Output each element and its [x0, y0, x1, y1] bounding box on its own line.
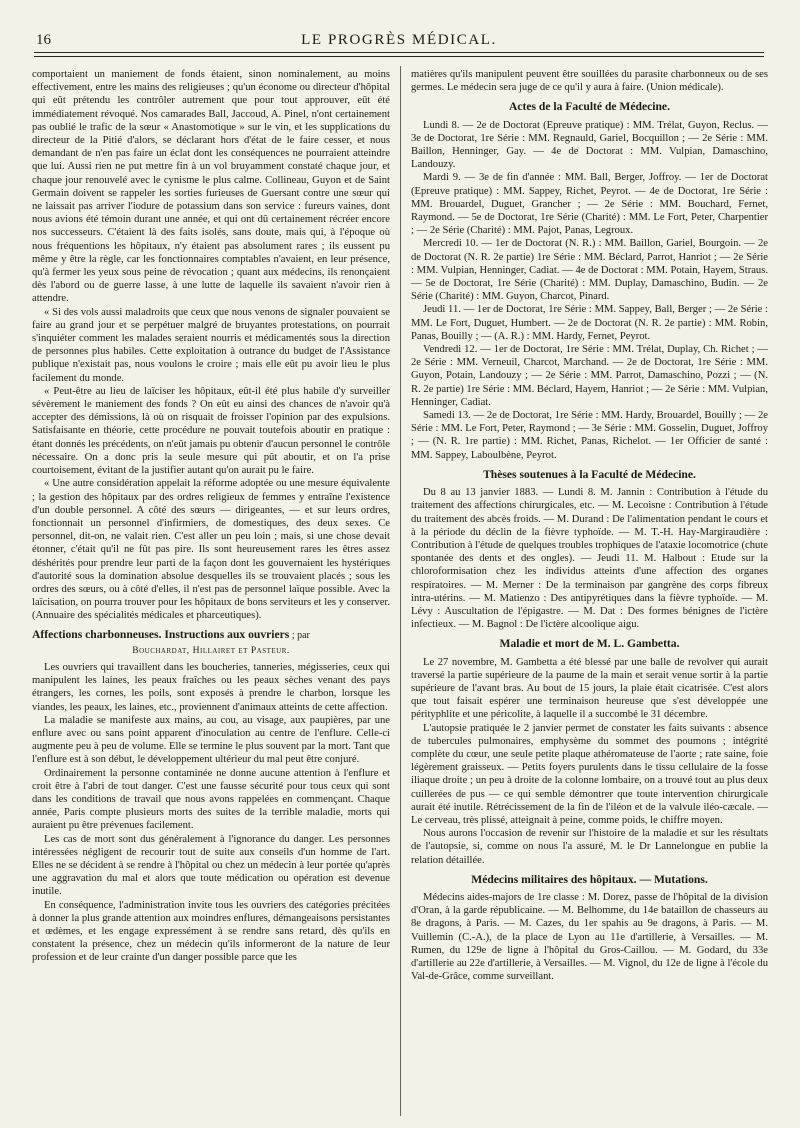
- paragraph: En conséquence, l'administration invite tous les ouvriers des catégories précitées à donner la plus grande attention aux moindres enflures, démangeaisons persistantes et œdèmes, et les engage expressément à se rendre sans retard, dès qu'ils en constatent la présence, chez un médecin qu'ils informeront de la nature de leur profession et de leur crainte d'un danger possible parce que les: [32, 899, 390, 964]
- paragraph: Le 27 novembre, M. Gambetta a été blessé par une balle de revolver qui aurait traversé la partie supérieure de la paume de la main et serait venue sortir à la partie supérieure de l'avant bras. Au bout de 15 jours, la plaie était cicatrisée. C'est alors que tout faisait espérer une terminaison heureuse que s'est développée une pérityphlite et une péricolite, à laquelle il a succombé le 31 décembre.: [411, 656, 768, 721]
- section-heading: [32, 628, 390, 642]
- section-heading: Médecins militaires des hôpitaux. — Mutations.: [471, 872, 708, 886]
- column-divider: [400, 66, 401, 1116]
- paragraph: matières qu'ils manipulent peuvent être souillées du parasite charbonneux ou de ses germes. Le médecin sera juge de ce qu'il y aura à faire. (Union médicale).: [411, 69, 768, 94]
- paragraph: « Peut-être au lieu de laïciser les hôpitaux, eût-il été plus habile d'y surveiller sévèrement le maniement des fonds ? On eût eu ainsi des chances de n'avoir qu'à accepter des démissions, là où on risquait de froisser l'opinion par des expulsions. Satisfaisante en théorie, cette procédure ne pouvait toutefois aboutir en pratique : étant donnés les précédents, on n'eût jamais pu obtenir d'aucun personnel le contrôle nécessaire. On a donc pris la seule mesure qui pût aboutir, et on l'a prise courtoisement, évitant de la justifier autant qu'on aurait pu le faire.: [32, 385, 390, 477]
- paragraph: Lundi 8. — 2e de Doctorat (Epreuve pratique) : MM. Trélat, Guyon, Reclus. — 3e de Doctorat, 1re Série : MM. Regnauld, Gariel, Bocquillon ; — 2e Série : MM. Baillon, Henninger, Gay. — 4e de Doctorat : MM. Vulpian, Damaschino, Landouzy.: [411, 119, 768, 171]
- section-heading: Actes de la Faculté de Médecine.: [509, 100, 670, 114]
- paragraph: La maladie se manifeste aux mains, au cou, au visage, aux paupières, par une enflure avec ou sans point apparent d'inoculation au centre de l'enflure. Celle-ci augmente peu à peu de volume. Elle se termine le plus souvent par la mort. Tant que l'enflure est à son début, le développement ultérieur du mal peut être conjuré.: [32, 714, 390, 766]
- running-header: [36, 30, 762, 50]
- paragraph: Les ouvriers qui travaillent dans les boucheries, tanneries, mégisseries, ceux qui manipulent les laines, les peaux fraîches ou les peaux sèches venant des pays étrangers, les cornes, les poils, sont exposés à prendre le charbon, lorsque les viandes, les peaux, les laines, etc., proviennent d'animaux atteints de cette affection.: [32, 661, 390, 713]
- paragraph: « Une autre considération appelait la réforme adoptée ou une mesure équivalente ; la gestion des hôpitaux par des ordres religieux de femmes y entraîne l'existence d'un double personnel. A côté des sœurs — dirigeantes, — et sur leurs ordres, fonctionnait un personnel d'infirmiers, de domestiques, des deux sexes. Ce personnel, dit-on, ne valait rien. C'est aller un peu loin ; mais, si une chose devait étonner, c'était qu'il ne fût pas pire. Ils sont heureusement rares les êtres assez déshérités pour prendre leur parti de la façon dont les gouvernaient les hystériques d'autorité sous la domination absolue desquelles ils se trouvaient placés ; sous les ordres des sœurs, ou à côté d'elles, il n'est pas de personnel laïque possible. Avec la laïcisation, on pourra trouver pour les hôpitaux de bons serviteurs et les y conserver. (Annuaire des spécialités médicales et pharceutiques).: [32, 478, 390, 622]
- paragraph: comportaient un maniement de fonds étaient, sinon nominalement, au moins effectivement, entre les mains des religieuses ; qu'un économe ou directeur d'hôpital qui eût prétendu les contrôler autrement que pour tout approuver, eût été immédiatement révoqué. Nos camarades Ball, Jaccoud, A. Pinel, n'ont certainement pas oublié le trafic de la sœur « Anastomotique » sur le vin, et les supplications du directeur de la Pitié d'alors, se déclarant hors d'état de le faire cesser, et nous demandant de n'en pas faire un éclat dont les conséquences ne pourraient atteindre que lui. Aussi rien ne put mettre fin à un vol bruyamment constaté chaque jour, et chaque jour renouvelé avec le cynisme le plus calme. Collineau, Guyon et de Saint Germain doivent se rappeler les sorties furieuses de Guersant contre une sœur qui ne laissait pas arriver l'iodure de potassium dans son service : fureurs vaines, dont nous avions été témoin durant une année, et qui ont dû certainement récréer encore nos successeurs. C'étaient là des faits isolés, sans doute, mais qui, à l'époque où nous fréquentions les hôpitaux, n'y étaient pas absolument rares ; ils eussent pu même y être la règle, car les fonctionnaires comptables n'avaient, en leur présence, qu'à fermer les yeux sous peine de révocation ; quant aux médecins, ils renonçaient dès l'abord ou de guerre lasse, à une lutte de laquelle ils savaient n'avoir rien à attendre.: [32, 69, 390, 305]
- left-column: [32, 68, 390, 1118]
- paragraph: Médecins aides-majors de 1re classe : M. Dorez, passe de l'hôpital de la division d'Oran, à la garde républicaine. — M. Belhomme, du 14e bataillon de chasseurs au 8e dragons, à Paris. — M. Cazes, du 1er spahis au 9e dragons, à Paris. — M. Vuillemin (C.-A.), de la place de Lyon au 11e d'artillerie, à Versailles. — M. Rumen, du 129e de ligne à l'hôpital du Gros-Caillou. — M. Godard, du 33e d'artillerie au 22e d'artillerie, à Versailles. — M. Vignol, du 12e de ligne à l'école du Val-de-Grâce, comme surveillant.: [411, 891, 768, 983]
- header-rule-bottom: [34, 56, 764, 57]
- section-heading-title: Affections charbonneuses. Instructions aux ouvriers: [32, 627, 290, 641]
- section-heading: Thèses soutenues à la Faculté de Médecine.: [483, 467, 696, 481]
- paragraph: Mardi 9. — 3e de fin d'année : MM. Ball, Berger, Joffroy. — 1er de Doctorat (Epreuve pratique) : MM. Sappey, Richet, Peyrot. — 4e de Doctorat, 1re Série : MM. Brouardel, Duguet, Grancher ; — 2e Série : MM. Bouchard, Fernet, Raymond. — 5e de Doctorat, 1re Série (Charité) : MM. Le Fort, Peter, Charpentier ; — 2e Série (Charité) : MM. Pajot, Panas, Legroux.: [411, 172, 768, 237]
- journal-title: LE PROGRÈS MÉDICAL.: [301, 32, 497, 48]
- section-heading: Maladie et mort de M. L. Gambetta.: [499, 637, 680, 651]
- paragraph: Ordinairement la personne contaminée ne donne aucune attention à l'enflure et croit être à l'abri de tout danger. C'est une fausse sécurité pour tous ceux qui sont dans les conditions de travail que nous avons rappelées en commençant. Chaque année, Paris compte plusieurs morts des suites de la terrible maladie, morts qui auraient pu être prévenues facilement.: [32, 767, 390, 832]
- page-number: 16: [36, 32, 51, 48]
- paragraph: Samedi 13. — 2e de Doctorat, 1re Série : MM. Hardy, Brouardel, Bouilly ; — 2e Série : MM. Le Fort, Peter, Raymond ; — 3e Série : MM. Gosselin, Duguet, Joffroy ; — (N. R. 1re partie) : MM. Richet, Panas, Richelot. — 1er Officier de santé : MM. Sappey, Laboulbène, Peyrot.: [411, 410, 768, 461]
- section-heading-by: ; par: [289, 629, 310, 641]
- section-authors: Bouchardat, Hillairet et Pasteur.: [132, 644, 290, 656]
- header-rule-top: [34, 52, 764, 53]
- paragraph: L'autopsie pratiquée le 2 janvier permet de constater les faits suivants : absence de tubercules pulmonaires, emphysème du sommet des poumons ; intégrité complète du cœur, une seule petite plaque athéromateuse de l'aorte ; rate saine, foie légèrement graisseux. — Petits foyers purulents dans le tissu cellulaire de la fosse iliaque droite ; un peu à droite de la colonne lombaire, on a trouvé tout au plus deux cuillerées de pus — ce qui semble démontrer que toute intervention chirurgicale aurait été inutile. Rétrécissement de la fin de l'iléon et de la valvule iléo-cæcale. — Le cerveau, très plissé, atteignait à peine, comme poids, le chiffre moyen.: [411, 722, 768, 826]
- paragraph: Vendredi 12. — 1er de Doctorat, 1re Série : MM. Trélat, Duplay, Ch. Richet ; — 2e Série : MM. Verneuil, Charcot, Marchand. — 2e de Doctorat, 1re Série : MM. Guyon, Potain, Landouzy ; — 2e Série : MM. Parrot, Damaschino, Pozzi ; — (N. R. 2e partie) 1re Série : MM. Béclard, Hayem, Hanriot ; — 2e Série : MM. Vulpian, Henninger, Cadiat.: [411, 344, 768, 408]
- right-column: [411, 68, 768, 1118]
- paragraph: Nous aurons l'occasion de revenir sur l'histoire de la maladie et sur les résultats de l'autopsie, si, comme on nous l'a assuré, M. le Dr Lannelongue en publie la relation détaillée.: [411, 828, 768, 866]
- paragraph: « Si des vols aussi maladroits que ceux que nous venons de signaler pouvaient se faire au grand jour et se perpétuer malgré de bruyantes protestations, on pourrait s'inquiéter comment les malades seraient nourris et médicamentés sous la direction de personnes plus habiles. Cette exploitation à outrance du budget de l'Assistance publique n'existait pas, nous voulons le croire ; mais elle eût pu avoir lieu le plus facilement du monde.: [32, 306, 390, 384]
- paragraph: Jeudi 11. — 1er de Doctorat, 1re Série : MM. Sappey, Ball, Berger ; — 2e Série : MM. Le Fort, Duguet, Humbert. — 2e de Doctorat (N. R. 2e partie) : MM. Robin, Panas, Bouilly ; — (A. R.) : MM. Hardy, Fernet, Peyrot.: [411, 304, 768, 342]
- paragraph: Mercredi 10. — 1er de Doctorat (N. R.) : MM. Baillon, Gariel, Bourgoin. — 2e de Doctorat (N. R. 2e partie) 1re Série : MM. Béclard, Parrot, Hanriot ; — 2e Série : MM. Vulpian, Henninger, Cadiat. — 4e de Doctorat : MM. Potain, Hayem, Straus. — 5e de Doctorat, 1re Série (Charité) : MM. Duplay, Damaschino, Budin. — 2e Série (Charité) : MM. Guyon, Charcot, Pinard.: [411, 238, 768, 303]
- paragraph: Du 8 au 13 janvier 1883. — Lundi 8. M. Jannin : Contribution à l'étude du traitement des affections chirurgicales, etc. — M. Lecoisne : Contribution à l'étude du traitement des abcès froids. — M. Durand : De l'alimentation pendant le cours et à la période du déclin de la fièvre typhoïde. — M. T.-H. Hay-Margiraudière : Contribution à l'étude de quelques troubles trophiques de l'ataxie locomotrice (chute spontanée des dents et des ongles). — Jeudi 11. M. Halbout : Etude sur la chloroformisation chez les individus atteints d'une affection des organes respiratoires. — M. Merner : De la terminaison par gangrène des corps fibreux intra-utérins. — M. Matienzo : Des antipyrétiques dans la fièvre typhoïde. — M. Lévy : Auscultation de l'épigastre. — M. Dat : Des formes bénignes de l'ictère infectieux. — M. Bagnol : De l'ictère alcoolique aigu.: [411, 487, 768, 631]
- paragraph: Les cas de mort sont dus généralement à l'ignorance du danger. Les personnes intéressées négligent de recourir tout de suite aux conseils d'un homme de l'art. Elles ne se décident à se rendre à l'hôpital ou chez un médecin à leur portée qu'après une aggravation du mal et alors que toute médication ou opération est devenue inutile.: [32, 833, 390, 898]
